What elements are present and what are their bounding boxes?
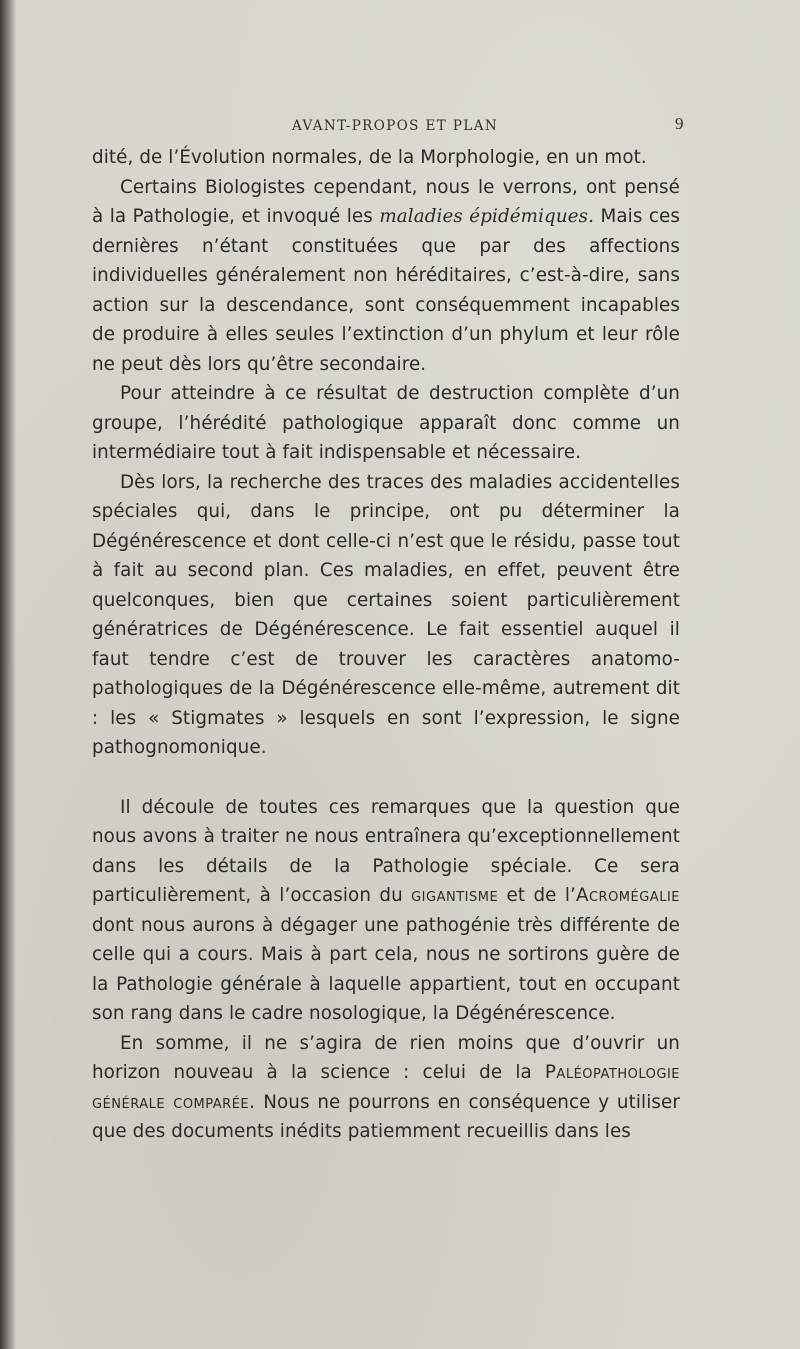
paragraph-3: Pour atteindre à ce résultat de destruction complète d’un groupe, l’hérédité pathologique apparaît donc comme un intermédiaire tout à fait indispensable et nécessaire. bbox=[92, 383, 680, 463]
paragraph-5-smallcaps-1: gigantisme bbox=[411, 885, 499, 906]
paragraph-2-italic: maladies épidémiques. bbox=[379, 206, 595, 227]
body-text bbox=[92, 143, 680, 1147]
paragraph-5-text-c: dont nous aurons à dégager une pathogénie très différente de celle qui a cours. Mais à part cela, nous ne sortirons guère de la Pathologie générale à laquelle appartient, tout en occupant son rang dans le cadre nosologique, la Dégénérescence. bbox=[92, 914, 680, 1024]
paragraph-2 bbox=[92, 173, 680, 380]
paragraph-6-text-a: En somme, il ne s’agira de rien moins que d’ouvrir un horizon nouveau à la science : celui de la bbox=[92, 1032, 680, 1083]
paragraph-2-text-a: Certains Biologistes cependant, nous le verrons, ont pensé à la Pathologie, et invoqué les bbox=[92, 176, 680, 227]
page-number: 9 bbox=[675, 114, 684, 133]
paragraph-5-smallcaps-2: Acromégalie bbox=[575, 885, 680, 906]
book-binding-edge bbox=[0, 0, 16, 1349]
paragraph-2-text-b: Mais ces dernières n’étant constituées que par des affections individuelles généralement non héréditaires, c’est-à-dire, sans action sur la descendance, sont conséquemment incapables de produire à elles seules l’extinction d’un phylum et leur rôle ne peut dès lors qu’être secondaire. bbox=[92, 206, 680, 375]
paragraph-1: dité, de l’Évolution normales, de la Morphologie, en un mot. bbox=[92, 147, 647, 168]
paragraph-6 bbox=[92, 1029, 680, 1147]
paragraph-6-text-b: Nous ne pourrons en conséquence y utiliser que des documents inédits patiemment recueillis dans les bbox=[92, 1091, 680, 1142]
paragraph-4: Dès lors, la recherche des traces des maladies accidentelles spéciales qui, dans le principe, ont pu déterminer la Dégénérescence et dont celle-ci n’est que le résidu, passe tout à fait au second plan. Ces maladies, en effet, peuvent être quelconques, bien que certaines soient particulièrement génératrices de Dégénérescence. Le fait essentiel auquel il faut tendre c’est de trouver les caractères anatomo-pathologiques de la Dégénérescence elle-même, autrement dit : les « Stigmates » lesquels en sont l’expression, le signe pathognomonique. bbox=[92, 471, 680, 758]
paragraph-6-smallcaps: Paléopathologie générale comparée. bbox=[92, 1062, 680, 1113]
running-head: AVANT-PROPOS ET PLAN bbox=[292, 118, 499, 134]
paragraph-5-text-a: Il découle de toutes ces remarques que la question que nous avons à traiter ne nous entraînera qu’exceptionnellement dans les détails de la Pathologie spéciale. Ce sera particulièrement, à l’occasion du bbox=[92, 796, 680, 906]
paragraph-5 bbox=[92, 793, 680, 1029]
paragraph-5-text-b: et de l’ bbox=[498, 885, 576, 906]
